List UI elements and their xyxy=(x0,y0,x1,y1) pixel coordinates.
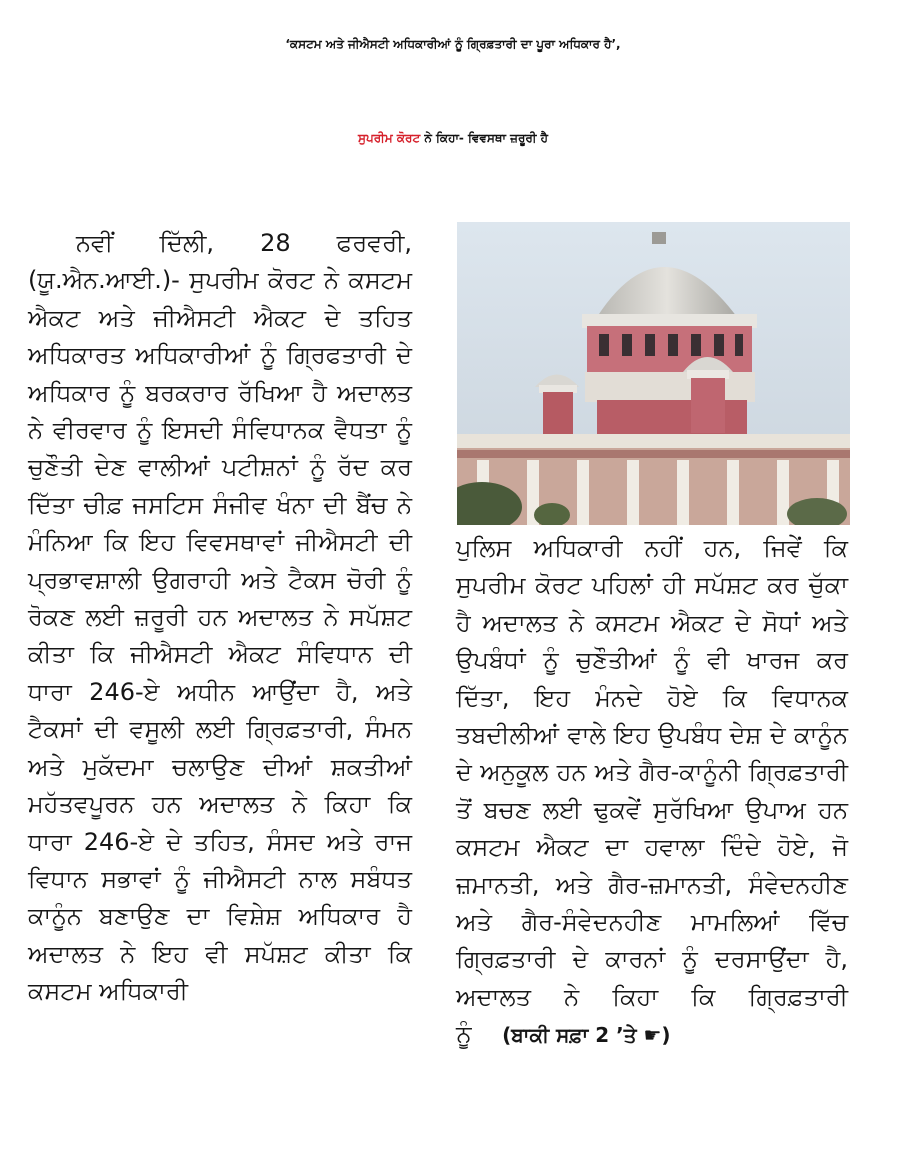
headline-line-1: ‘ਕਸਟਮ ਅਤੇ ਜੀਐਸਟੀ ਅਧਿਕਾਰੀਆਂ ਨੂੰ ਗ੍ਰਿਫ਼ਤਾਰੀ ਦਾ ਪੂਰਾ ਅਧਿਕਾਰ ਹੈ’, xyxy=(285,37,621,51)
supreme-court-photo xyxy=(457,222,850,525)
headline-highlight: ਸੁਪਰੀਮ ਕੋਰਟ xyxy=(357,131,421,145)
continued-on-page-2: (ਬਾਕੀ ਸਫ਼ਾ 2 ’ਤੇ ☛) xyxy=(502,1023,671,1048)
column-2-text: ਪੁਲਿਸ ਅਧਿਕਾਰੀ ਨਹੀਂ ਹਨ, ਜਿਵੇਂ ਕਿ ਸੁਪਰੀਮ ਕੋਰਟ ਪਹਿਲਾਂ ਹੀ ਸਪੱਸ਼ਟ ਕਰ ਚੁੱਕਾ ਹੈ ਅਦਾਲਤ ਨੇ ਕਸਟਮ ਐਕਟ ਦੇ ਸੋਧਾਂ ਅਤੇ ਉਪਬੰਧਾਂ ਨੂੰ ਚੁਣੌਤੀਆਂ ਨੂੰ ਵੀ ਖਾਰਜ ਕਰ ਦਿੱਤਾ, ਇਹ ਮੰਨਦੇ ਹੋਏ ਕਿ ਵਿਧਾਨਕ ਤਬਦੀਲੀਆਂ ਵਾਲੇ ਇਹ ਉਪਬੰਧ ਦੇਸ਼ ਦੇ ਕਾਨੂੰਨ ਦੇ ਅਨੁਕੂਲ ਹਨ ਅਤੇ ਗੈਰ-ਕਾਨੂੰਨੀ ਗ੍ਰਿਫ਼ਤਾਰੀ ਤੋਂ ਬਚਣ ਲਈ ਢੁਕਵੇਂ ਸੁਰੱਖਿਆ ਉਪਾਅ ਹਨ ਕਸਟਮ ਐਕਟ ਦਾ ਹਵਾਲਾ ਦਿੰਦੇ ਹੋਏ, ਜੋ ਜ਼ਮਾਨਤੀ, ਅਤੇ ਗੈਰ-ਜ਼ਮਾਨਤੀ, ਸੰਵੇਦਨਹੀਣ ਅਤੇ ਗੈਰ-ਸੰਵੇਦਨਹੀਣ ਮਾਮਲਿਆਂ ਵਿੱਚ ਗ੍ਰਿਫ਼ਤਾਰੀ ਦੇ ਕਾਰਨਾਂ ਨੂੰ ਦਰਸਾਉਂਦਾ ਹੈ, ਅਦਾਲਤ ਨੇ ਕਿਹਾ ਕਿ ਗ੍ਰਿਫ਼ਤਾਰੀ ਨੂੰ xyxy=(456,534,848,1049)
article-column-2 xyxy=(456,530,848,1055)
article-column-1: ਨਵੀਂ ਦਿੱਲੀ, 28 ਫਰਵਰੀ, (ਯੂ.ਐਨ.ਆਈ.)- ਸੁਪਰੀਮ ਕੋਰਟ ਨੇ ਕਸਟਮ ਐਕਟ ਅਤੇ ਜੀਐਸਟੀ ਐਕਟ ਦੇ ਤਹਿਤ ਅਧਿਕਾਰਤ ਅਧਿਕਾਰੀਆਂ ਨੂੰ ਗ੍ਰਿਫਤਾਰੀ ਦੇ ਅਧਿਕਾਰ ਨੂੰ ਬਰਕਰਾਰ ਰੱਖਿਆ ਹੈ ਅਦਾਲਤ ਨੇ ਵੀਰਵਾਰ ਨੂੰ ਇਸਦੀ ਸੰਵਿਧਾਨਕ ਵੈਧਤਾ ਨੂੰ ਚੁਣੌਤੀ ਦੇਣ ਵਾਲੀਆਂ ਪਟੀਸ਼ਨਾਂ ਨੂੰ ਰੱਦ ਕਰ ਦਿੱਤਾ ਚੀਫ਼ ਜਸਟਿਸ ਸੰਜੀਵ ਖੰਨਾ ਦੀ ਬੈਂਚ ਨੇ ਮੰਨਿਆ ਕਿ ਇਹ ਵਿਵਸਥਾਵਾਂ ਜੀਐਸਟੀ ਦੀ ਪ੍ਰਭਾਵਸ਼ਾਲੀ ਉਗਰਾਹੀ ਅਤੇ ਟੈਕਸ ਚੋਰੀ ਨੂੰ ਰੋਕਣ ਲਈ ਜ਼ਰੂਰੀ ਹਨ ਅਦਾਲਤ ਨੇ ਸਪੱਸ਼ਟ ਕੀਤਾ ਕਿ ਜੀਐਸਟੀ ਐਕਟ ਸੰਵਿਧਾਨ ਦੀ ਧਾਰਾ 246-ਏ ਅਧੀਨ ਆਉਂਦਾ ਹੈ, ਅਤੇ ਟੈਕਸਾਂ ਦੀ ਵਸੂਲੀ ਲਈ ਗ੍ਰਿਫ਼ਤਾਰੀ, ਸੰਮਨ ਅਤੇ ਮੁਕੱਦਮਾ ਚਲਾਉਣ ਦੀਆਂ ਸ਼ਕਤੀਆਂ ਮਹੱਤਵਪੂਰਨ ਹਨ ਅਦਾਲਤ ਨੇ ਕਿਹਾ ਕਿ ਧਾਰਾ 246-ਏ ਦੇ ਤਹਿਤ, ਸੰਸਦ ਅਤੇ ਰਾਜ ਵਿਧਾਨ ਸਭਾਵਾਂ ਨੂੰ ਜੀਐਸਟੀ ਨਾਲ ਸਬੰਧਤ ਕਾਨੂੰਨ ਬਣਾਉਣ ਦਾ ਵਿਸ਼ੇਸ਼ ਅਧਿਕਾਰ ਹੈ ਅਦਾਲਤ ਨੇ ਇਹ ਵੀ ਸਪੱਸ਼ਟ ਕੀਤਾ ਕਿ ਕਸਟਮ ਅਧਿਕਾਰੀ xyxy=(28,229,412,1006)
headline-rest: ਨੇ ਕਿਹਾ- ਵਿਵਸਥਾ ਜ਼ਰੂਰੀ ਹੈ xyxy=(420,131,548,145)
headline-line-2 xyxy=(0,132,906,144)
supreme-court-building-image xyxy=(457,222,850,525)
